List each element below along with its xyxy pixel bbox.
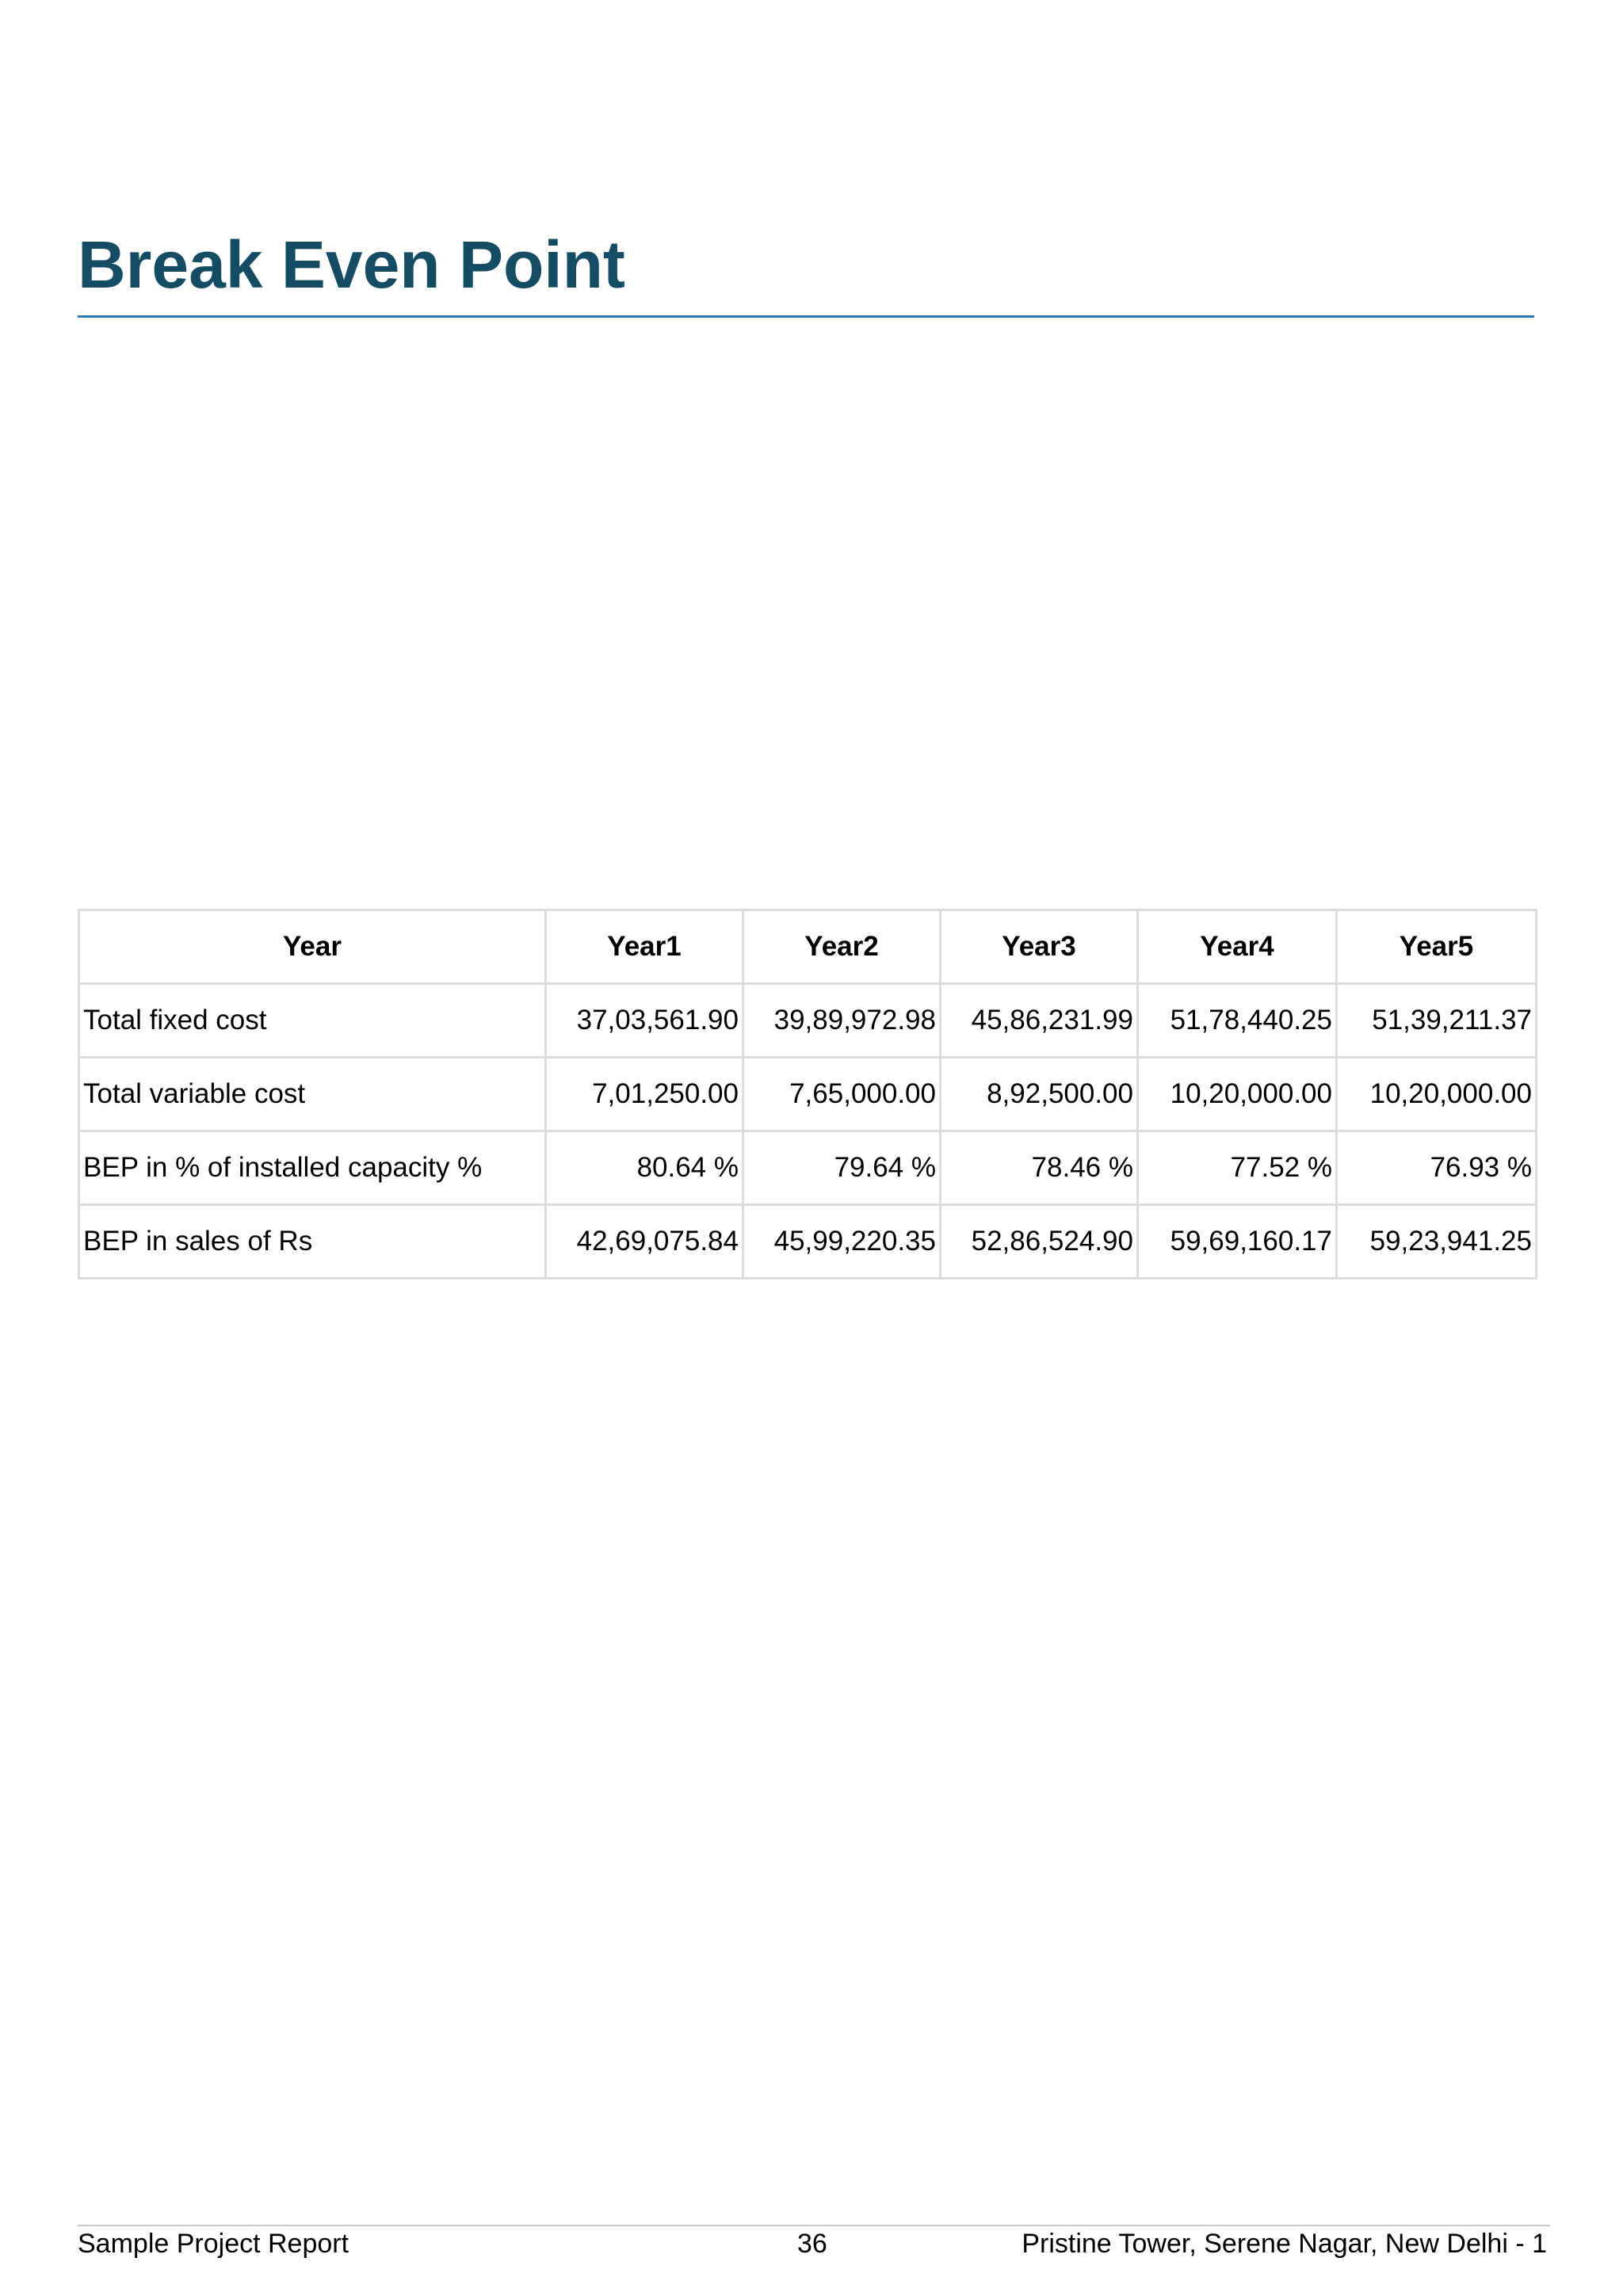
table-cell: 78.46 % [941, 1131, 1138, 1205]
footer-divider [78, 2225, 1550, 2226]
table-cell: 51,78,440.25 [1138, 984, 1337, 1058]
column-header-year: Year [79, 910, 546, 984]
table-cell: 59,69,160.17 [1138, 1205, 1337, 1279]
table-cell: 45,86,231.99 [941, 984, 1138, 1058]
table-cell: 8,92,500.00 [941, 1058, 1138, 1131]
table-cell: 7,01,250.00 [546, 1058, 743, 1131]
table-cell: 10,20,000.00 [1337, 1058, 1537, 1131]
column-header-year2: Year2 [743, 910, 941, 984]
row-label: Total variable cost [79, 1058, 546, 1131]
row-label: BEP in % of installed capacity % [79, 1131, 546, 1205]
column-header-year5: Year5 [1337, 910, 1537, 984]
table-row-bep-capacity [79, 1131, 1537, 1205]
table-row-bep-sales [79, 1205, 1537, 1279]
table-cell: 59,23,941.25 [1337, 1205, 1537, 1279]
row-label: Total fixed cost [79, 984, 546, 1058]
table-row-total-fixed-cost [79, 984, 1537, 1058]
table-cell: 77.52 % [1138, 1131, 1337, 1205]
table-row-total-variable-cost [79, 1058, 1537, 1131]
title-divider [78, 315, 1534, 318]
page-title: Break Even Point [78, 227, 625, 302]
table-cell: 39,89,972.98 [743, 984, 941, 1058]
table-cell: 10,20,000.00 [1138, 1058, 1337, 1131]
column-header-year3: Year3 [941, 910, 1138, 984]
row-label: BEP in sales of Rs [79, 1205, 546, 1279]
table-header-row [79, 910, 1537, 984]
table-cell: 45,99,220.35 [743, 1205, 941, 1279]
table-cell: 80.64 % [546, 1131, 743, 1205]
table-cell: 76.93 % [1337, 1131, 1537, 1205]
table-cell: 42,69,075.84 [546, 1205, 743, 1279]
column-header-year4: Year4 [1138, 910, 1337, 984]
footer-report-name: Sample Project Report [78, 2229, 349, 2259]
table-cell: 37,03,561.90 [546, 984, 743, 1058]
footer-address: Pristine Tower, Serene Nagar, New Delhi - 1 [1022, 2229, 1547, 2259]
table-cell: 51,39,211.37 [1337, 984, 1537, 1058]
table-cell: 7,65,000.00 [743, 1058, 941, 1131]
footer-page-number: 36 [797, 2229, 827, 2259]
table-cell: 52,86,524.90 [941, 1205, 1138, 1279]
break-even-table [78, 909, 1537, 1280]
column-header-year1: Year1 [546, 910, 743, 984]
table-cell: 79.64 % [743, 1131, 941, 1205]
